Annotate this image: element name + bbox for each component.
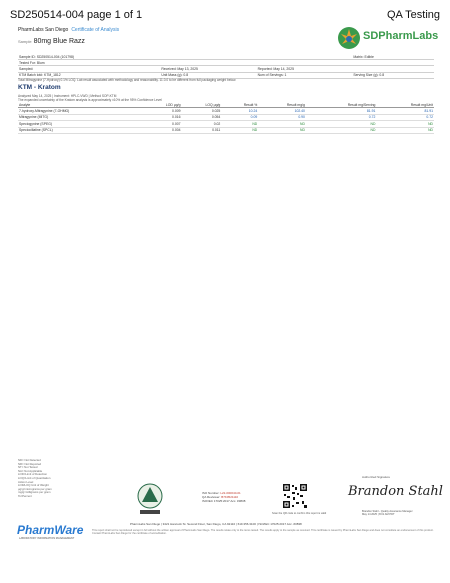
result-mgg: ND [258, 121, 306, 128]
analyte-name: Speciociliatine (SPCL) [18, 127, 142, 134]
col-analyte: Analyte [18, 102, 142, 108]
loq-value: 0.011 [182, 127, 222, 134]
accreditation-line: ISO/IEC 17025:2017 Acc. #3838 [202, 499, 246, 504]
lab-name: PharmLabs San Diego [18, 27, 69, 33]
logo-text: SDPharmLabs [363, 30, 439, 42]
analyte-name: Speciogynine (SPEG) [18, 121, 142, 128]
leaf-logo-icon [336, 24, 362, 52]
uncertainty-line: The expanded uncertainty of the Kratom analysis is approximately ±10% at the 95% Confidence Level [18, 98, 162, 102]
result-serving: 81.91 [306, 108, 376, 115]
iso-label: ISO Number: [202, 491, 221, 495]
lod-value: 0.009 [142, 108, 181, 115]
abbrev-item: %=Percent [18, 493, 32, 498]
lab-line [18, 27, 119, 33]
qr-code-icon[interactable] [282, 483, 308, 509]
signer-name: Brandon Stahl - Quality Assurance Manager [362, 510, 413, 513]
iso-number: L22-000040-01 [220, 491, 241, 495]
matrix: Matrix: Edible [352, 54, 434, 60]
accreditation-seal-icon [130, 478, 170, 518]
signature-label: Authorized Signature [362, 475, 391, 479]
abbreviations-list [18, 459, 98, 499]
result-serving: 0.72 [306, 114, 376, 121]
table-row [18, 127, 434, 134]
abbrev-item: ND= Not Detected [18, 458, 41, 462]
analyzed-line: Analyzed May 14, 2025 | Instrument: HPLC-VWD | Method SOP-KTM [18, 94, 117, 98]
methodology-note: Total Mitragynine (7-Hydroxy) 0.1% LOQ. Lab result associated with methodology and reasonability. 11.0.0 to be different from full packaging weight below. [18, 78, 237, 82]
serving-size: Serving Size (g): 0.8 [352, 72, 434, 78]
abbrev-item: LOQ=Limit of Quantitation [18, 475, 51, 480]
result-serving: ND [306, 127, 376, 134]
result-mgg: 102.40 [258, 108, 306, 115]
certification-info [202, 491, 245, 504]
pharmware-subtext: LABORATORY INFORMATION MANAGEMENT [19, 537, 75, 540]
sample-id: Sample ID: SD250514-004 (101798) [18, 54, 160, 60]
abbrev-item: μg/g=micrograms per gram [18, 486, 52, 491]
sampled: Sampled: [18, 66, 160, 72]
abbrev-item: NT= Not Tested [18, 465, 38, 470]
col-loq: LOQ μg/g [182, 102, 222, 108]
result-mgg: ND [258, 127, 306, 134]
signature-date: May 14 2025 | 8:01 AM PDT [362, 513, 395, 517]
sample-label: Sample [18, 39, 32, 44]
pharmware-logo [14, 523, 84, 545]
num-servings: Num of Servings: 1 [257, 72, 353, 78]
lab-address: PharmLabs San Diego | 3421 Hancock St. Second Floor, San Diego, CA 92110 | 619.356.3100 | ISO/IEC 17025:2017 Acc. #3838 [130, 522, 302, 526]
result-pct: 0.09 [221, 114, 258, 121]
doc-type: Certificate of Analysis [71, 27, 120, 33]
col-result-pct: Result % [221, 102, 258, 108]
section-title: KTM - Kratom [18, 84, 61, 91]
loq-value: 0.025 [182, 108, 222, 115]
qa-reviewer-label: QA Reviewer: [202, 495, 222, 500]
results-table [18, 102, 434, 134]
signature-caption [362, 510, 413, 517]
result-pct: ND [221, 121, 258, 128]
analyte-name: Mitragynine (MITG) [18, 114, 142, 121]
col-result-unit: Result mg/Unit [376, 102, 434, 108]
result-pct: ND [221, 127, 258, 134]
abbrev-item: LOD=Limit of Detection [18, 472, 47, 477]
analyte-name: 7-hydroxy-Mitragynine (7-OHMG) [18, 108, 142, 115]
qa-testing-label: QA Testing [387, 9, 440, 21]
sample-line [18, 38, 85, 45]
report-id: SD250514-004 page 1 of 1 [10, 9, 143, 21]
abbrev-item: NA= Not Applicable [18, 468, 43, 473]
sdpharmlabs-logo [336, 24, 439, 52]
lod-value: 0.007 [142, 121, 181, 128]
abbrev-item: Action Level [18, 479, 34, 484]
abbrev-item: LOD/LOQ Unit of Weight [18, 483, 49, 488]
result-serving: ND [306, 121, 376, 128]
result-unit: ND [376, 127, 434, 134]
abbrev-item: mg/g=milligrams per gram [18, 490, 51, 495]
result-pct: 10.24 [221, 108, 258, 115]
reported: Reported: May 14, 2025 [257, 66, 353, 72]
loq-value: 0.02 [182, 121, 222, 128]
result-unit: 0.72 [376, 114, 434, 121]
col-result-serving: Result mg/Serving [306, 102, 376, 108]
unit-mass: Unit Mass (g): 0.8 [160, 72, 256, 78]
col-result-mgg: Result mg/g [258, 102, 306, 108]
qr-caption: Scan the QR code to confirm this report is valid [272, 512, 327, 515]
loq-value: 0.054 [182, 114, 222, 121]
result-unit: 81.91 [376, 108, 434, 115]
sample-name: 80mg Blue Razz [33, 38, 85, 45]
abbrev-item: NR= Not Reported [18, 461, 42, 466]
signature: Brandon Stahl [348, 484, 443, 499]
result-mgg: 0.90 [258, 114, 306, 121]
result-unit: ND [376, 121, 434, 128]
sample-meta-table [18, 54, 434, 79]
lod-value: 0.004 [142, 127, 181, 134]
lod-value: 0.016 [142, 114, 181, 121]
tested-for: Tested For: Blum [18, 60, 160, 66]
pharmware-text: PharmWare [17, 523, 84, 537]
ktm-batch: KTM Batch lot#: KTM_1812 [18, 72, 160, 78]
received: Received: May 13, 2025 [160, 66, 256, 72]
disclaimer: This report shall not be reproduced except in full without the written approval of PharmLabs San Diego. The results relate only to the items tested. The results apply to the sample as received. This certificate is issued by PharmLabs San Diego and does not constitute an endorsement of this product. Contact PharmLabs San Diego for the certificate of accreditation. [92, 529, 434, 536]
col-lod: LOD μg/g [142, 102, 181, 108]
qa-reviewer-id: B7K0521110 [221, 495, 239, 500]
